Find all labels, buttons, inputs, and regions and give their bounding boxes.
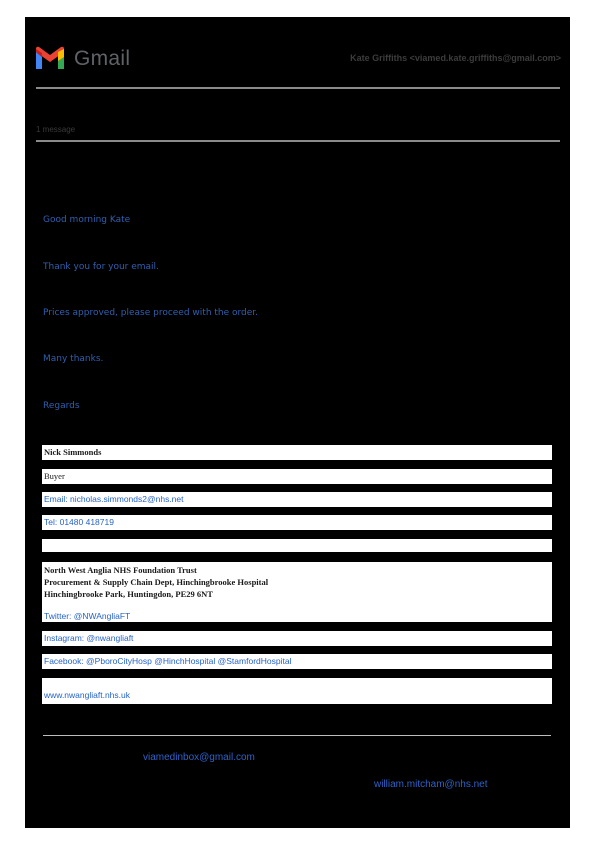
signature-spacer [42,539,552,552]
thread-divider [36,140,560,142]
gmail-wordmark: Gmail [74,47,131,70]
signature-org-dept: Procurement & Supply Chain Dept, Hinchingbrooke Hospital [44,577,269,587]
email-printout-page [25,17,570,828]
body-closing: Regards [43,401,80,411]
message-count: 1 message [36,125,76,134]
body-line-approval: Prices approved, please proceed with the order. [43,308,259,318]
footer-divider [43,735,551,736]
account-sender-line: Kate Griffiths <viamed.kate.griffiths@gmail.com> [350,53,561,63]
body-line-thanks: Thank you for your email. [43,262,159,272]
body-greeting: Good morning Kate [43,215,131,225]
signature-organisation-block [42,562,552,622]
footer-link-william-mitcham[interactable]: william.mitcham@nhs.net [374,779,488,790]
signature-website-row [42,678,552,704]
signature-tel-row [42,515,552,530]
signature-website-link[interactable]: www.nwangliaft.nhs.uk [44,690,130,700]
signature-twitter-link[interactable]: Twitter: @NWAngliaFT [44,611,131,621]
signature-instagram-link[interactable]: Instagram: @nwangliaft [44,633,134,643]
signature-tel-link[interactable]: Tel: 01480 418719 [44,517,114,527]
signature-email-link[interactable]: Email: nicholas.simmonds2@nhs.net [44,494,184,504]
footer-link-viamed-inbox[interactable]: viamedinbox@gmail.com [143,752,255,763]
signature-name: Nick Simmonds [42,445,552,460]
signature-facebook-link[interactable]: Facebook: @PboroCityHosp @HinchHospital @StamfordHospital [44,656,292,666]
signature-role: Buyer [42,469,552,484]
signature-facebook-row [42,654,552,669]
signature-org-address: Hinchingbrooke Park, Huntingdon, PE29 6NT [44,589,213,599]
signature-email-row [42,492,552,507]
signature-org-name: North West Anglia NHS Foundation Trust [44,565,197,575]
body-line-many-thanks: Many thanks. [43,354,104,364]
signature-instagram-row [42,631,552,646]
header-divider [36,87,560,89]
